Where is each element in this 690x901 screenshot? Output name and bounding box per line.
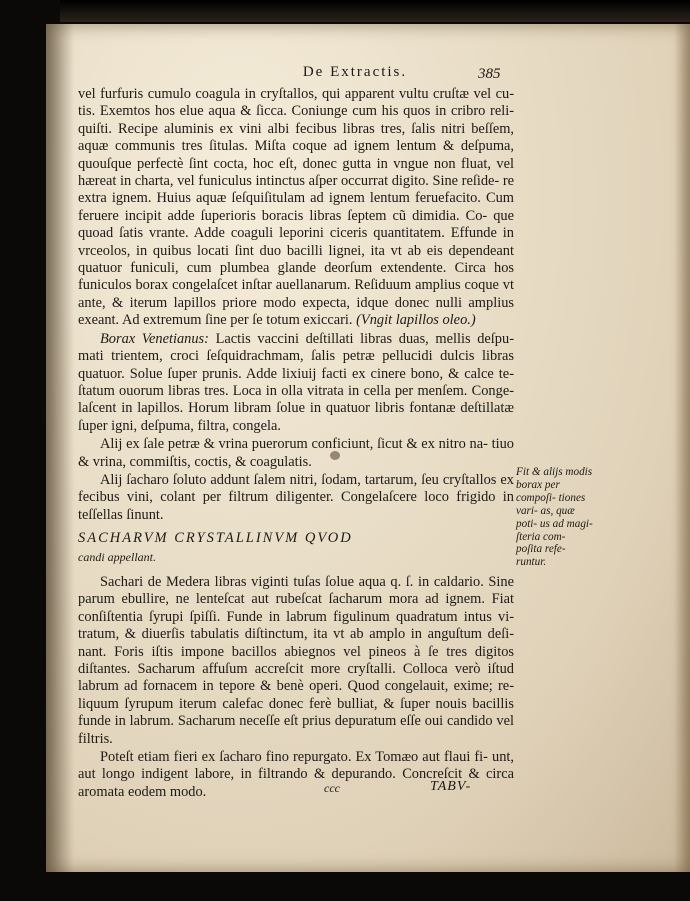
spine-shadow bbox=[46, 24, 74, 872]
paragraph-3: Alij ex ſale petræ & vrina puerorum conficiunt, ſicut & ex nitro na- tiuo & vrina, commiſtis, coctis, & coagulatis. bbox=[78, 436, 514, 470]
paragraph-2-lead: Borax Venetianus: bbox=[100, 330, 209, 347]
main-text bbox=[78, 86, 514, 802]
paragraph-4: Alij ſacharo ſoluto addunt ſalem nitri, ſodam, tartarum, ſeu cryſtallos ex fecibus vini, colant per filtrum diligenter. Congelaſcere loco frigido in teſſellas ſinunt. bbox=[78, 471, 514, 523]
paragraph-2-text: Lactis vaccini deſtillati libras duas, mellis deſpu- mati trientem, croci ſeſquidrachmam, ſalis petræ pellucidi dulcis libras quatuor. Solue ſuper prunis. Adde lixiuij facti ex cinere bono, & calce te- ſtatum ouorum libras tres. Loca in olla vitrata in cella per menſem. Conge- laſcent in lapillos. Horum libram ſolue in quatuor libris fontanæ deſtillatæ ſuper igni, deſpuma, filtra, congela. bbox=[78, 330, 514, 434]
book-page bbox=[46, 24, 690, 872]
paragraph-1-text: vel furfuris cumulo coagula in cryſtallos, qui apparent vultu cruſtæ vel cu- tis. Exemtos hos elue aqua & ſicca. Coniunge cum his quos in cribro reli- quiſti. Recipe aluminis ex vini albi fecibus libras tres, ſalis nitri beſſem, aquæ communis tres ſitulas. Miſta coque ad ignem lentum & deſpuma, quouſque perfectè ſint cocta, hoc eſt, donec gutta in vngue non fluat, vel hæreat in charta, vel funiculus intinctus aſper occurrat digito. Sine reſide- re extra ignem. Huius aquæ ſeſquiſitulam ad ignem lentum feruefacito. Cum feruere incipit adde ſuperioris boracis libras ſeptem cũ dimidia. Co- que quoad ſatis vrante. Adde coaguli leporini ciceris quantitatem. Effunde in vrceolos, in quibus locati ſint duo bacilli lignei, ita vt ab eis dependeant quatuor funiculi, cum plumbea glande deorſum extendente. Circa hos funiculos borax congelaſcet inſtar auellanarum. Reſiduum amplius coque vt ante, & iterum lapillos priore modo expecta, idque donec nulli amplius exeant. Ad extremum ſine per ſe totum exiccari. bbox=[78, 86, 514, 329]
paragraph-6: Poteſt etiam fieri ex ſacharo fino repurgato. Ex Tomæo aut flaui fi- unt, aut longo indigent labore, in filtrando & depurando. Concreſcit & circa aromata eodem modo. bbox=[78, 749, 514, 800]
page-top-edge bbox=[60, 0, 690, 22]
page-number: 385 bbox=[478, 66, 501, 82]
section-title: SACHARVM CRYSTALLINVM QVOD bbox=[78, 530, 353, 547]
margin-note: Fit & alijs modis borax per compoſi- tiones vari- as, quæ poti- us ad magi- ſteria com- poſita refe- runtur. bbox=[516, 466, 593, 569]
page-edge-shadow bbox=[674, 24, 690, 872]
paragraph-2 bbox=[78, 331, 514, 435]
paragraph-1-note: (Vngit lapillos oleo.) bbox=[356, 312, 476, 329]
paragraph-5: Sachari de Medera libras viginti tuſas ſolue aqua q. ſ. in caldario. Sine parum ebullire, ne lenteſcat aut rubeſcat ſacharum mora ad ignem. Fiat conſiſtentia ſyrupi ſpiſſi. Funde in labrum figulinum quadratum intus vi- tratum, & diuerſis tabulatis diſtinctum, ita vt ab amplo in anguſtum deſi- nant. Foris iſtis impone bacillos abiegnos vel pineos à ſe tres digitos diſtantes. Sacharum affuſum accreſcit more cryſtalli. Colloca verò iſtud labrum ad fornacem in tepore & benè operi. Quod congelauit, exime; re- liquum ſyrupum iterum calefac donec ferè bulliat, & ſuper nouis bacillis funde in labrum. Sacharum neceſſe eſt prius depuratum eſſe oui candido vel filtris. bbox=[78, 573, 514, 747]
signature-mark: ccc bbox=[324, 781, 340, 795]
section-subtitle: candi appellant. bbox=[78, 549, 156, 564]
catchword: TABV- bbox=[430, 779, 472, 794]
paragraph-1 bbox=[78, 86, 514, 330]
running-title: De Extractis. bbox=[302, 64, 408, 80]
